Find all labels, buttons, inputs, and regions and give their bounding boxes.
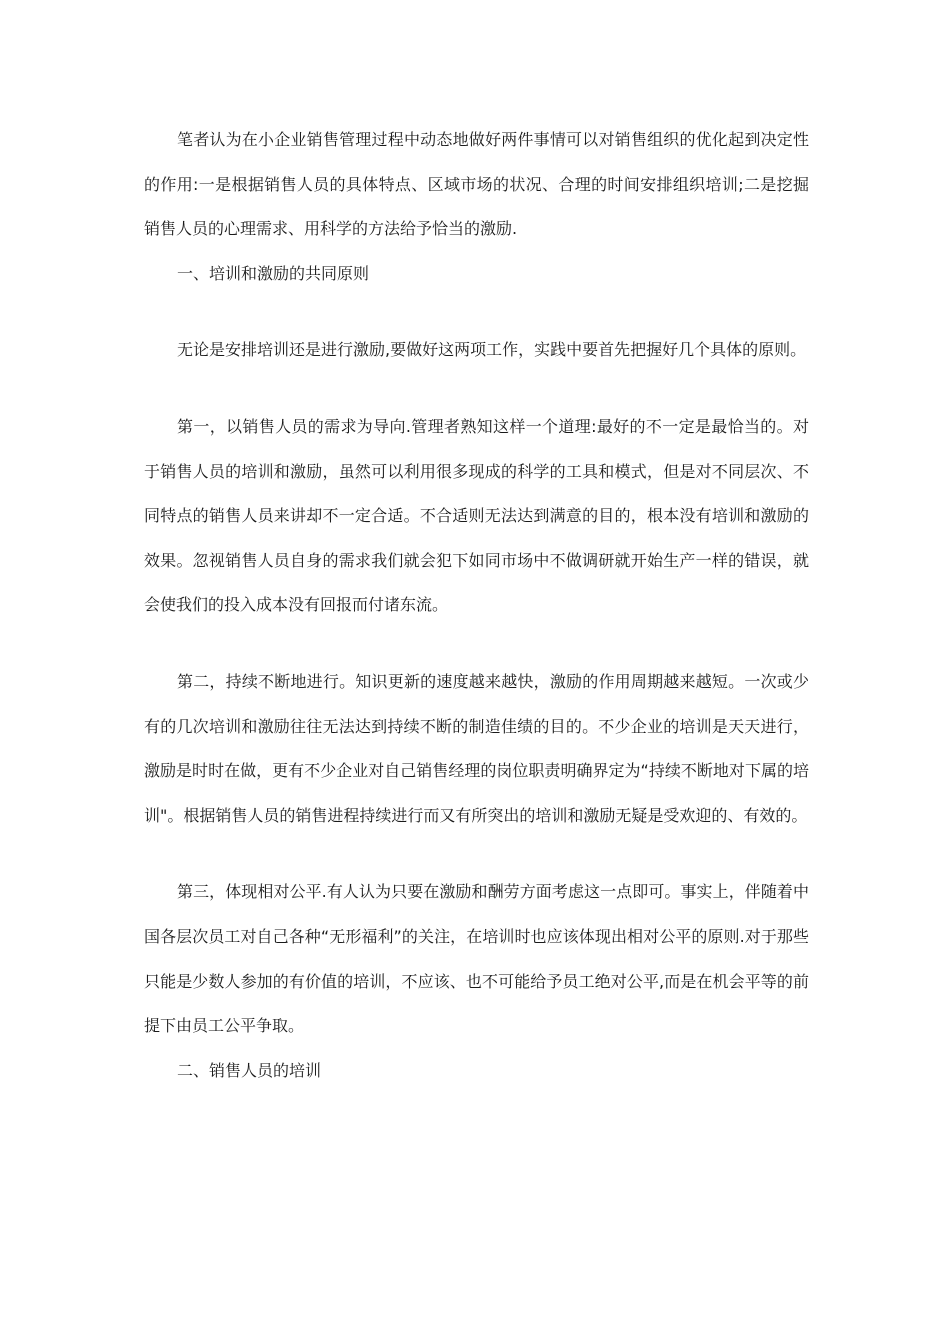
intro-paragraph: 笔者认为在小企业销售管理过程中动态地做好两件事情可以对销售组织的优化起到决定性的作用:一是根据销售人员的具体特点、区域市场的状况、合理的时间安排组织培训;二是挖掘销售人员的心理需求、用科学的方法给予恰当的激励. <box>144 130 809 239</box>
section-heading-1: 一、培训和激励的共同原则 <box>177 263 370 283</box>
section-heading-2: 二、销售人员的培训 <box>177 1060 322 1080</box>
principle-2-paragraph: 第二，持续不断地进行。知识更新的速度越来越快，激励的作用周期越来越短。一次或少有的几次培训和激励往往无法达到持续不断的制造佳绩的目的。不少企业的培训是天天进行，激励是时时在做，更有不少企业对自己销售经理的岗位职责明确界定为“持续不断地对下属的培训"。根据销售人员的销售进程持续进行而又有所突出的培训和激励无疑是受欢迎的、有效的。 <box>144 671 809 825</box>
principle-3-paragraph: 第三，体现相对公平.有人认为只要在激励和酬劳方面考虑这一点即可。事实上，伴随着中国各层次员工对自己各种“无形福利”的关注，在培训时也应该体现出相对公平的原则.对于那些只能是少数人参加的有价值的培训，不应该、也不可能给予员工绝对公平,而是在机会平等的前提下由员工公平争取。 <box>144 882 809 1036</box>
document-body <box>144 118 809 1093</box>
principle-1-paragraph: 第一，以销售人员的需求为导向.管理者熟知这样一个道理:最好的不一定是最恰当的。对于销售人员的培训和激励，虽然可以利用很多现成的科学的工具和模式，但是对不同层次、不同特点的销售人员来讲却不一定合适。不合适则无法达到满意的目的，根本没有培训和激励的效果。忽视销售人员自身的需求我们就会犯下如同市场中不做调研就开始生产一样的错误，就会使我们的投入成本没有回报而付诸东流。 <box>144 416 809 615</box>
section1-intro-paragraph: 无论是安排培训还是进行激励,要做好这两项工作，实践中要首先把握好几个具体的原则。 <box>177 340 807 360</box>
